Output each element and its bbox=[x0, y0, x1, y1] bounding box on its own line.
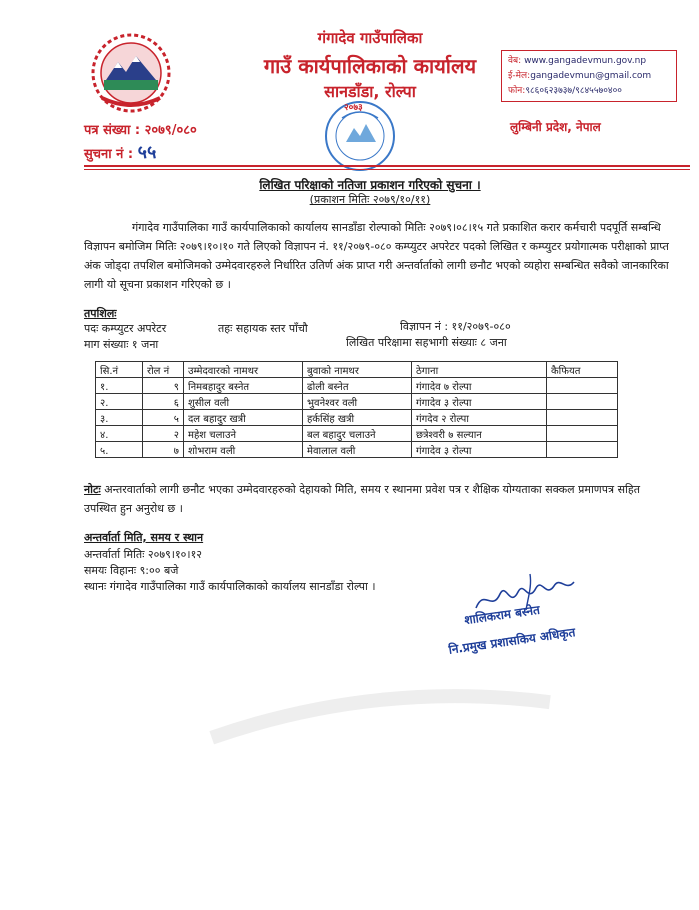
cell-father: ढोली बस्नेत bbox=[303, 378, 412, 394]
cell-address: गंगादेव ३ रोल्पा bbox=[412, 394, 547, 410]
header-candidate: उम्मेदवारको नामथर bbox=[184, 362, 303, 378]
participants-text: लिखित परिक्षामा सहभागी संख्याः ८ जना bbox=[346, 336, 507, 349]
cell-roll: ७ bbox=[143, 442, 184, 458]
signatory-name: शालिकराम बस्नेत bbox=[463, 602, 541, 628]
cell-father: भुवनेश्वर वली bbox=[303, 394, 412, 410]
details-label: तपशिलः bbox=[84, 307, 117, 320]
cell-candidate: महेश चलाउने bbox=[184, 426, 303, 442]
cell-father: हर्कसिंह खत्री bbox=[303, 410, 412, 426]
cell-address: गंगादेव ७ रोल्पा bbox=[412, 378, 547, 394]
header-rule-thin bbox=[84, 169, 690, 170]
reference-number bbox=[84, 120, 197, 138]
cell-remarks bbox=[547, 394, 618, 410]
cell-candidate: शुसील वली bbox=[184, 394, 303, 410]
cell-address: गंगादेव ३ रोल्पा bbox=[412, 442, 547, 458]
web-label: वेब: bbox=[508, 56, 522, 66]
interview-date: अन्तर्वार्ता मितिः २०७९।१०।१२ bbox=[84, 548, 203, 561]
header-address: ठेगाना bbox=[412, 362, 547, 378]
notice-body: गंगादेव गाउँपालिका गाउँ कार्यपालिकाको कार्यालय सानडाँडा रोल्पाको मितिः २०७९।०८।१५ गते प्रकाशित करार कर्मचारी पदपूर्ति सम्बन्धि विज्ञापन बमोजिम मितिः २०७९।१०।१० गते लिएको विज्ञापन नं. ११/२०७९-०८० कम्प्युटर अपरेटर पदको लिखित र कम्प्युटर प्रयोगात्मक परीक्षाको प्राप्त अंक जोड्दा तपशिल बमोजिमको उम्मेदवारहरुले निर्धारित उतिर्ण अंक प्राप्त गरी अन्तर्वार्ताको लागी छनौट भएको व्यहोरा सम्बन्धित सवैको जानकारिका लागी यो सूचना प्रकाशन गरिएको छ । bbox=[84, 221, 669, 291]
cell-remarks bbox=[547, 410, 618, 426]
municipality-name: गंगादेव गाउँपालिका bbox=[317, 29, 423, 47]
publication-date: (प्रकाशन मितिः २०७९/१०/११) bbox=[309, 193, 431, 206]
header-remarks: कैफियत bbox=[547, 362, 618, 378]
table-row bbox=[96, 410, 618, 426]
cell-candidate: शोभराम वली bbox=[184, 442, 303, 458]
stamp-year: २०७३ bbox=[344, 103, 363, 113]
cell-father: बल बहादुर चलाउने bbox=[303, 426, 412, 442]
notice-title: लिखित परिक्षाको नतिजा प्रकाशन गरिएको सुचना । bbox=[259, 178, 481, 192]
header-rule bbox=[84, 165, 690, 167]
cell-serial: १. bbox=[96, 378, 143, 394]
post-text: पदः कम्प्युटर अपरेटर bbox=[84, 322, 167, 335]
cell-roll: ६ bbox=[143, 394, 184, 410]
background-watermark bbox=[199, 671, 562, 753]
level-text: तहः सहायक स्तर पाँचौ bbox=[218, 322, 308, 335]
contact-box bbox=[501, 50, 677, 102]
ref-value: २०७९/०८० bbox=[144, 123, 197, 138]
cell-serial: ३. bbox=[96, 410, 143, 426]
table-header-row bbox=[96, 362, 618, 378]
table-row bbox=[96, 378, 618, 394]
header-father: बुवाको नामथर bbox=[303, 362, 412, 378]
table-row bbox=[96, 442, 618, 458]
office-name: गाउँ कार्यपालिकाको कार्यालय bbox=[263, 54, 477, 78]
candidates-table bbox=[95, 361, 618, 458]
cell-roll: २ bbox=[143, 426, 184, 442]
interview-heading: अन्तर्वार्ता मिति, समय र स्थान bbox=[84, 531, 204, 544]
header-roll: रोल नं bbox=[143, 362, 184, 378]
cell-serial: २. bbox=[96, 394, 143, 410]
emblem-logo bbox=[86, 28, 176, 118]
signatory-title: नि.प्रमुख प्रशासकिय अधिकृत bbox=[447, 625, 577, 657]
note-text: अन्तरवार्ताको लागी छनौट भएका उम्मेदवारहरुको देहायको मिति, समय र स्थानमा प्रवेश पत्र र शैक्षिक योग्यताका सक्कल प्रमाणपत्र सहित उपस्थित हुन अनुरोध छ । bbox=[84, 483, 640, 515]
cell-remarks bbox=[547, 426, 618, 442]
cell-candidate: दल बहादुर खत्री bbox=[184, 410, 303, 426]
office-stamp bbox=[322, 98, 398, 174]
interview-time: समयः विहानः ९:०० बजे bbox=[84, 564, 179, 577]
table-row bbox=[96, 426, 618, 442]
table-row bbox=[96, 394, 618, 410]
web-address: www.gangadevmun.gov.np bbox=[524, 56, 647, 66]
cell-address: गंगदेव २ रोल्पा bbox=[412, 410, 547, 426]
province-text: लुम्बिनी प्रदेश, नेपाल bbox=[510, 120, 601, 134]
phone-label: फोन: bbox=[508, 86, 526, 96]
cell-address: छत्रेश्वरी ७ सल्यान bbox=[412, 426, 547, 442]
office-location: सानडाँडा, रोल्पा bbox=[324, 82, 416, 101]
demand-text: माग संख्याः १ जना bbox=[84, 338, 159, 351]
notice-number bbox=[84, 140, 156, 164]
cell-father: मेवालाल वली bbox=[303, 442, 412, 458]
cell-roll: ९ bbox=[143, 378, 184, 394]
email-label: ई-मेल: bbox=[508, 71, 531, 81]
cell-roll: ५ bbox=[143, 410, 184, 426]
ref-label: पत्र संख्या : bbox=[84, 123, 141, 138]
notice-label: सुचना नं : bbox=[84, 147, 134, 162]
note-paragraph bbox=[84, 480, 674, 518]
notice-value: ५५ bbox=[137, 142, 157, 163]
cell-remarks bbox=[547, 442, 618, 458]
email-address: gangadevmun@gmail.com bbox=[530, 71, 652, 81]
header-serial: सि.नं bbox=[96, 362, 143, 378]
note-label: नोटः bbox=[84, 483, 101, 496]
cell-remarks bbox=[547, 378, 618, 394]
ad-number-text: विज्ञापन नं : ११/२०७९-०८० bbox=[400, 320, 511, 333]
interview-place: स्थानः गंगादेव गाउँपालिका गाउँ कार्यपालिकाको कार्यालय सानडाँडा रोल्पा । bbox=[84, 580, 376, 593]
cell-candidate: निमबहादुर बस्नेत bbox=[184, 378, 303, 394]
phone-number: ९८६०६२३७३७/९८४५५७०४०० bbox=[525, 86, 622, 96]
cell-serial: ५. bbox=[96, 442, 143, 458]
cell-serial: ४. bbox=[96, 426, 143, 442]
